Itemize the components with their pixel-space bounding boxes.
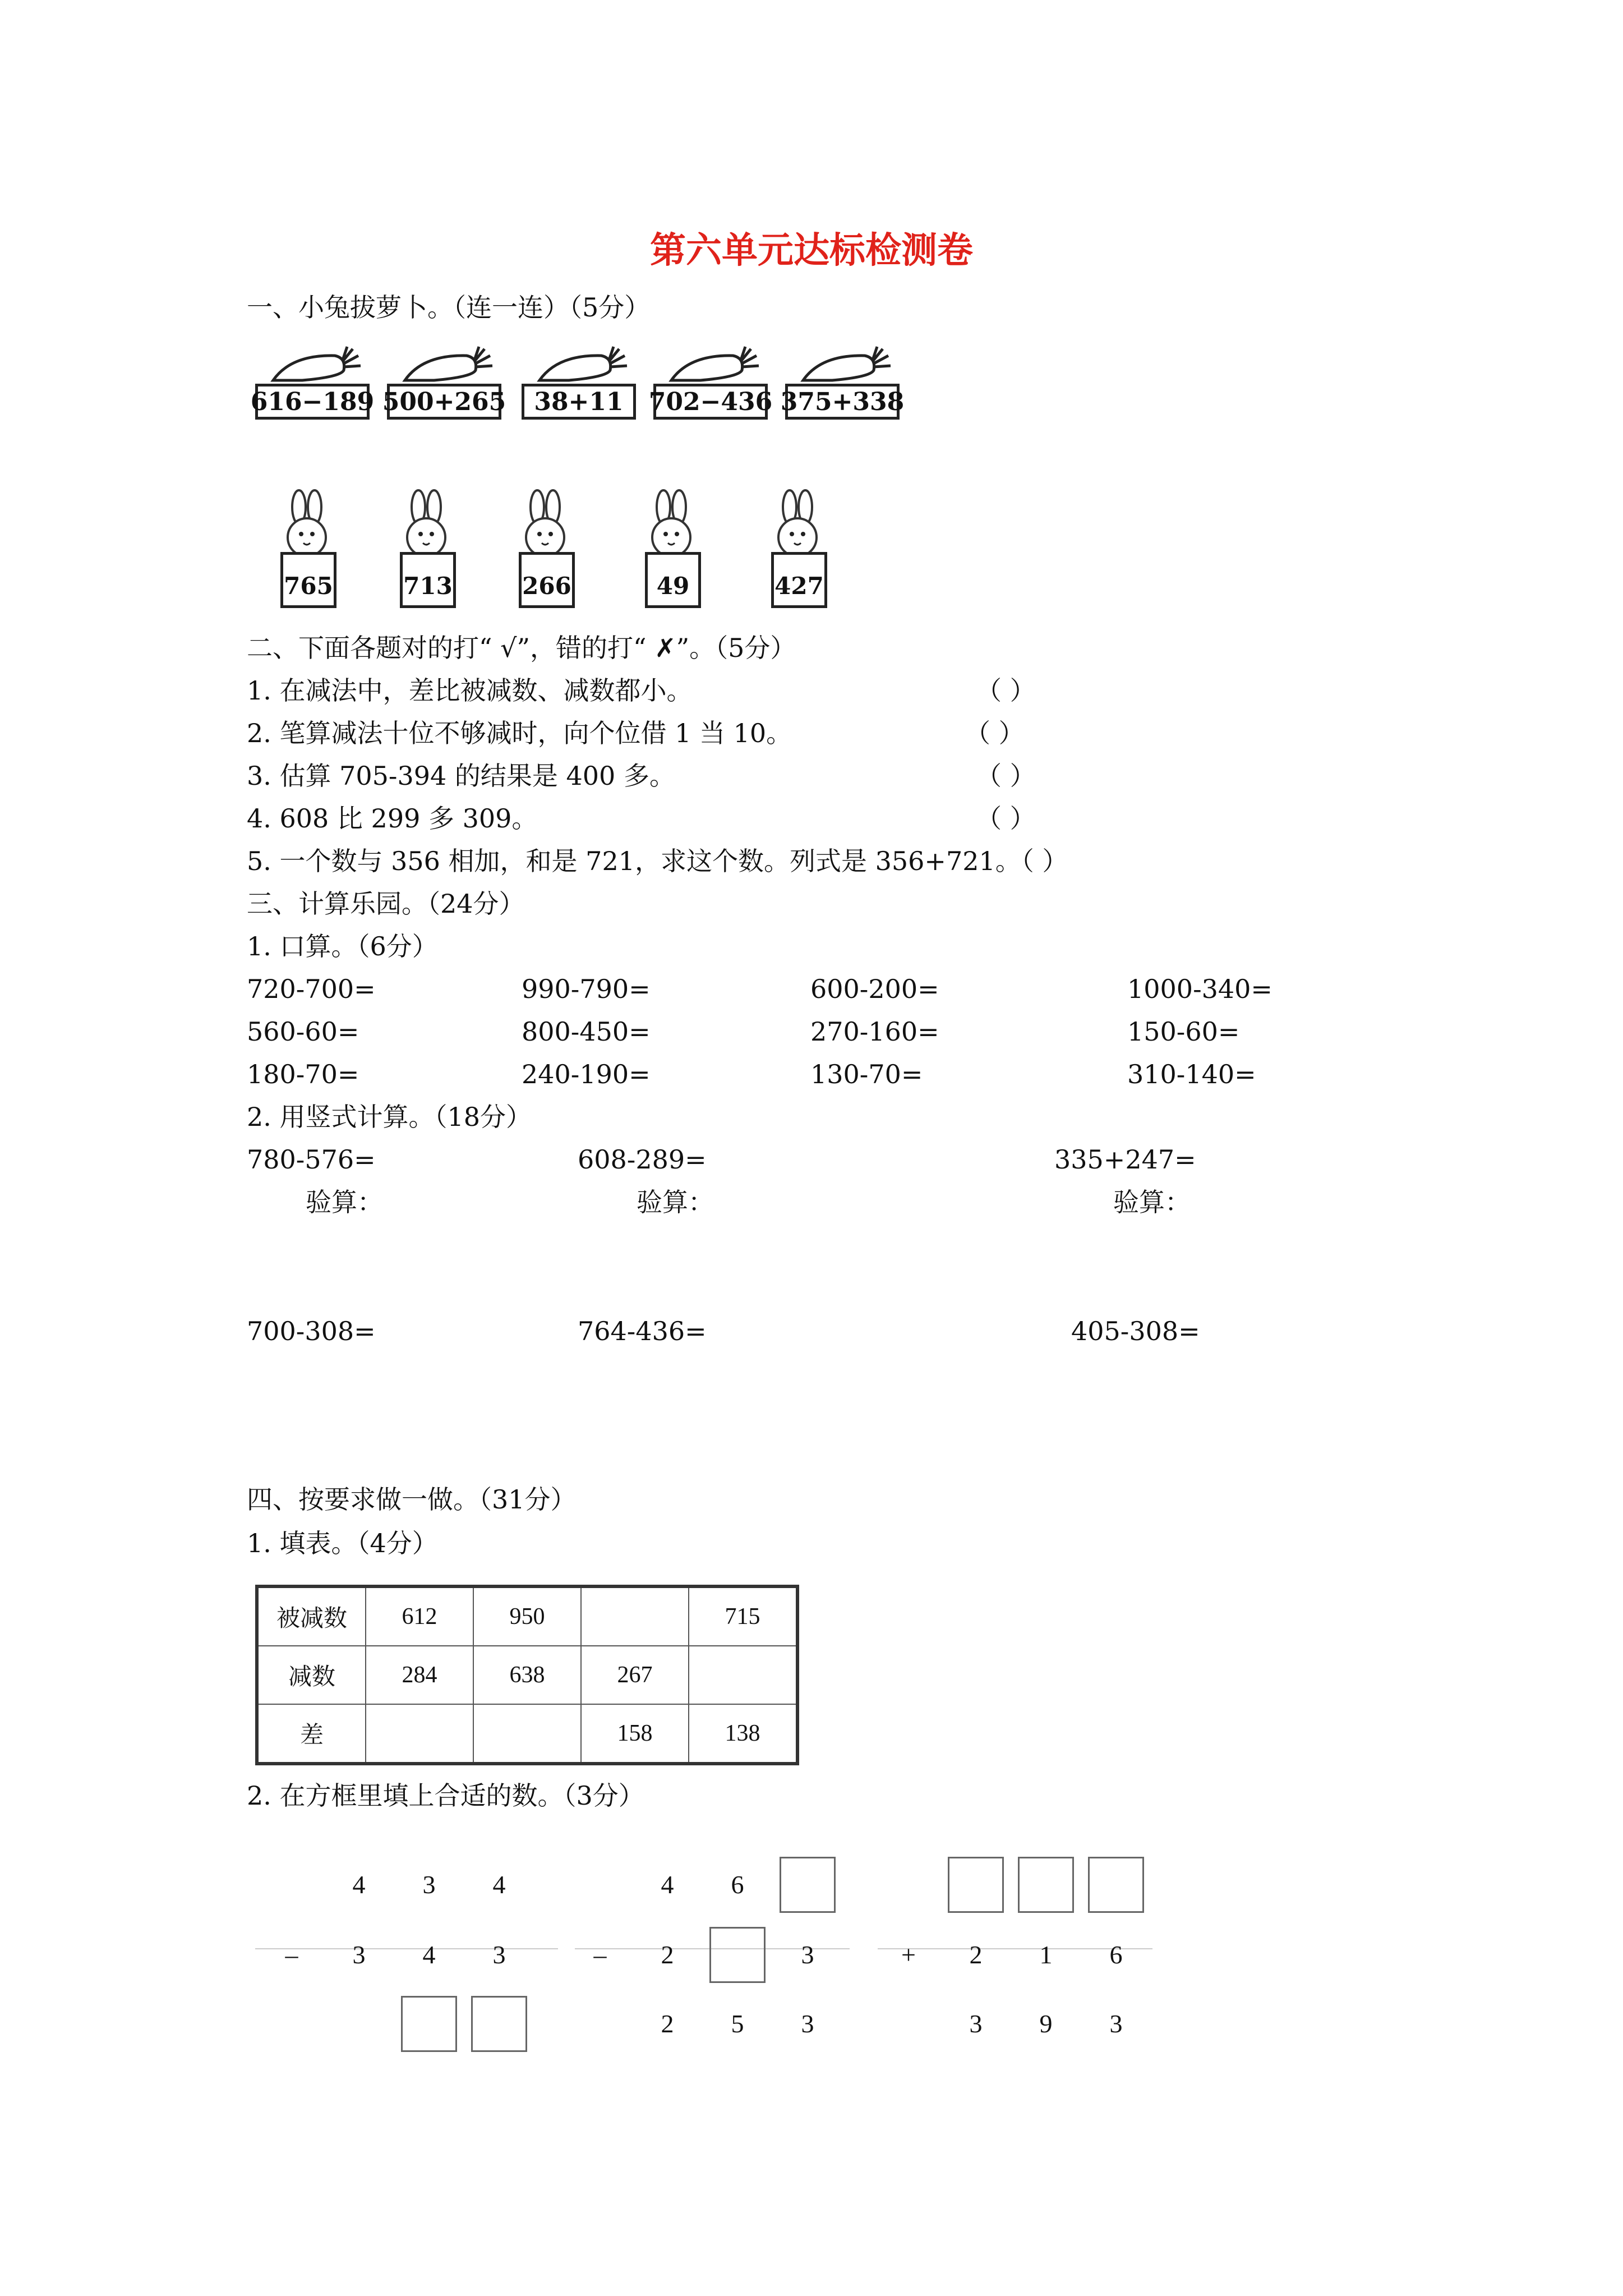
oral-calc-item: 130-70= xyxy=(810,1059,923,1089)
digit: 2 xyxy=(661,2009,674,2038)
carrot-icon xyxy=(269,343,364,388)
rabbit-icon xyxy=(746,489,852,562)
carrot-icon xyxy=(799,343,894,388)
digit: 3 xyxy=(801,1940,814,1969)
carrot xyxy=(522,343,638,422)
rabbit-icon xyxy=(494,489,600,562)
answer-box[interactable] xyxy=(471,1996,527,2052)
digit: 2 xyxy=(661,1940,674,1969)
carrot-expression[interactable]: 500+265 xyxy=(387,384,501,420)
digit: 4 xyxy=(422,1940,436,1969)
oral-calc-item: 720-700= xyxy=(247,974,376,1004)
operator: – xyxy=(285,1940,298,1969)
table-cell: 158 xyxy=(581,1704,689,1764)
answer-box[interactable] xyxy=(1018,1857,1074,1913)
carrot xyxy=(648,343,773,422)
oral-calc-item: 560-60= xyxy=(247,1016,359,1047)
rabbit xyxy=(494,489,600,610)
table-row xyxy=(257,1646,797,1704)
rabbit-number[interactable]: 713 xyxy=(400,552,456,608)
table-cell: 638 xyxy=(473,1646,581,1704)
digit: 9 xyxy=(1039,2009,1053,2038)
fill-table-heading: 1. 填表。（4分） xyxy=(247,1528,438,1558)
judge-answer-4[interactable]: （ ） xyxy=(976,803,1036,834)
check-label: 验算： xyxy=(1113,1187,1191,1217)
digit: 3 xyxy=(969,2009,983,2038)
judge-item-1: 1. 在减法中，差比被减数、减数都小。 xyxy=(247,675,693,706)
row-header: 差 xyxy=(257,1704,366,1764)
rabbit xyxy=(746,489,852,610)
fill-box-heading: 2. 在方框里填上合适的数。（3分） xyxy=(247,1780,644,1811)
digit: 3 xyxy=(352,1940,366,1969)
row-header: 减数 xyxy=(257,1646,366,1704)
digit: 4 xyxy=(492,1870,506,1899)
digit: 1 xyxy=(1039,1940,1053,1969)
oral-calc-item: 310-140= xyxy=(1127,1059,1256,1089)
section-2-heading: 二、下面各题对的打“ √”，错的打“ ✗”。（5分） xyxy=(247,633,796,663)
judge-answer-2[interactable]: （ ） xyxy=(965,718,1025,748)
oral-calc-item: 1000-340= xyxy=(1127,974,1272,1004)
carrot-icon xyxy=(400,343,496,388)
vertical-calc-problem: 608-289= xyxy=(578,1144,707,1175)
vertical-calc-problem: 405-308= xyxy=(1071,1316,1200,1346)
section-1-heading: 一、小兔拔萝卜。（连一连）（5分） xyxy=(247,292,651,323)
carrot-expression[interactable]: 616−189 xyxy=(255,384,370,420)
oral-calc-item: 270-160= xyxy=(810,1016,939,1047)
vertical-calc-problem: 764-436= xyxy=(578,1316,707,1346)
table-cell: 267 xyxy=(581,1646,689,1704)
rabbit-number[interactable]: 427 xyxy=(771,552,827,608)
vertical-calc-heading: 2. 用竖式计算。（18分） xyxy=(247,1102,532,1132)
carrot xyxy=(250,343,375,422)
rabbit-number[interactable]: 765 xyxy=(280,552,336,608)
rabbit-number[interactable]: 49 xyxy=(645,552,701,608)
judge-item-4: 4. 608 比 299 多 309。 xyxy=(247,803,538,834)
digit: 3 xyxy=(801,2009,814,2038)
carrot xyxy=(382,343,506,422)
oral-calc-item: 800-450= xyxy=(522,1016,651,1047)
page-title: 第六单元达标检测卷 xyxy=(650,229,973,272)
digit: 4 xyxy=(661,1870,674,1899)
table-cell: 284 xyxy=(366,1646,473,1704)
table-cell[interactable] xyxy=(473,1704,581,1764)
digit: 5 xyxy=(731,2009,744,2038)
digit: 3 xyxy=(1109,2009,1123,2038)
digit: 6 xyxy=(731,1870,744,1899)
fill-table xyxy=(255,1585,799,1765)
rabbit-icon xyxy=(255,489,362,562)
table-cell: 138 xyxy=(689,1704,797,1764)
table-cell: 950 xyxy=(473,1586,581,1646)
carrot-expression[interactable]: 702−436 xyxy=(653,384,768,420)
carrot-expression[interactable]: 375+338 xyxy=(785,384,900,420)
check-label: 验算： xyxy=(637,1187,714,1217)
operator: – xyxy=(593,1940,607,1969)
digit: 2 xyxy=(969,1940,983,1969)
answer-box[interactable] xyxy=(780,1857,836,1913)
answer-box[interactable] xyxy=(1088,1857,1144,1913)
digit: 3 xyxy=(422,1870,436,1899)
table-cell[interactable] xyxy=(581,1586,689,1646)
table-row xyxy=(257,1704,797,1764)
carrot xyxy=(780,343,905,422)
operator: + xyxy=(901,1940,916,1969)
carrot-expression[interactable]: 38+11 xyxy=(522,384,636,420)
answer-box[interactable] xyxy=(948,1857,1004,1913)
judge-item-3: 3. 估算 705-394 的结果是 400 多。 xyxy=(247,761,675,791)
vertical-calc-problem: 780-576= xyxy=(247,1144,376,1175)
oral-calc-item: 240-190= xyxy=(522,1059,651,1089)
judge-answer-3[interactable]: （ ） xyxy=(976,761,1036,791)
oral-calc-item: 180-70= xyxy=(247,1059,359,1089)
answer-box[interactable] xyxy=(401,1996,457,2052)
table-cell: 612 xyxy=(366,1586,473,1646)
carrot-icon xyxy=(535,343,630,388)
oral-calc-item: 990-790= xyxy=(522,974,651,1004)
judge-item-2: 2. 笔算减法十位不够减时，向个位借 1 当 10。 xyxy=(247,718,792,748)
vertical-calc-problem: 335+247= xyxy=(1054,1144,1196,1175)
rabbit xyxy=(375,489,481,610)
digit: 6 xyxy=(1109,1940,1123,1969)
digit: 3 xyxy=(492,1940,506,1969)
table-cell: 715 xyxy=(689,1586,797,1646)
judge-item-5: 5. 一个数与 356 相加，和是 721，求这个数。列式是 356+721。（ ） xyxy=(247,846,1068,876)
rabbit-icon xyxy=(620,489,726,562)
vertical-calc-problem: 700-308= xyxy=(247,1316,376,1346)
check-label: 验算： xyxy=(306,1187,383,1217)
table-row xyxy=(257,1586,797,1646)
judge-answer-1[interactable]: （ ） xyxy=(976,675,1036,706)
rabbit xyxy=(620,489,726,610)
digit: 4 xyxy=(352,1870,366,1899)
oral-calc-heading: 1. 口算。（6分） xyxy=(247,931,438,961)
row-header: 被减数 xyxy=(257,1586,366,1646)
carrot-icon xyxy=(667,343,762,388)
table-cell[interactable] xyxy=(366,1704,473,1764)
rabbit-number[interactable]: 266 xyxy=(519,552,575,608)
answer-box[interactable] xyxy=(709,1927,766,1983)
rabbit xyxy=(255,489,362,610)
section-3-heading: 三、计算乐园。（24分） xyxy=(247,889,525,919)
rabbit-icon xyxy=(375,489,481,562)
oral-calc-item: 600-200= xyxy=(810,974,939,1004)
oral-calc-item: 150-60= xyxy=(1127,1016,1240,1047)
table-cell[interactable] xyxy=(689,1646,797,1704)
section-4-heading: 四、按要求做一做。（31分） xyxy=(247,1484,577,1515)
